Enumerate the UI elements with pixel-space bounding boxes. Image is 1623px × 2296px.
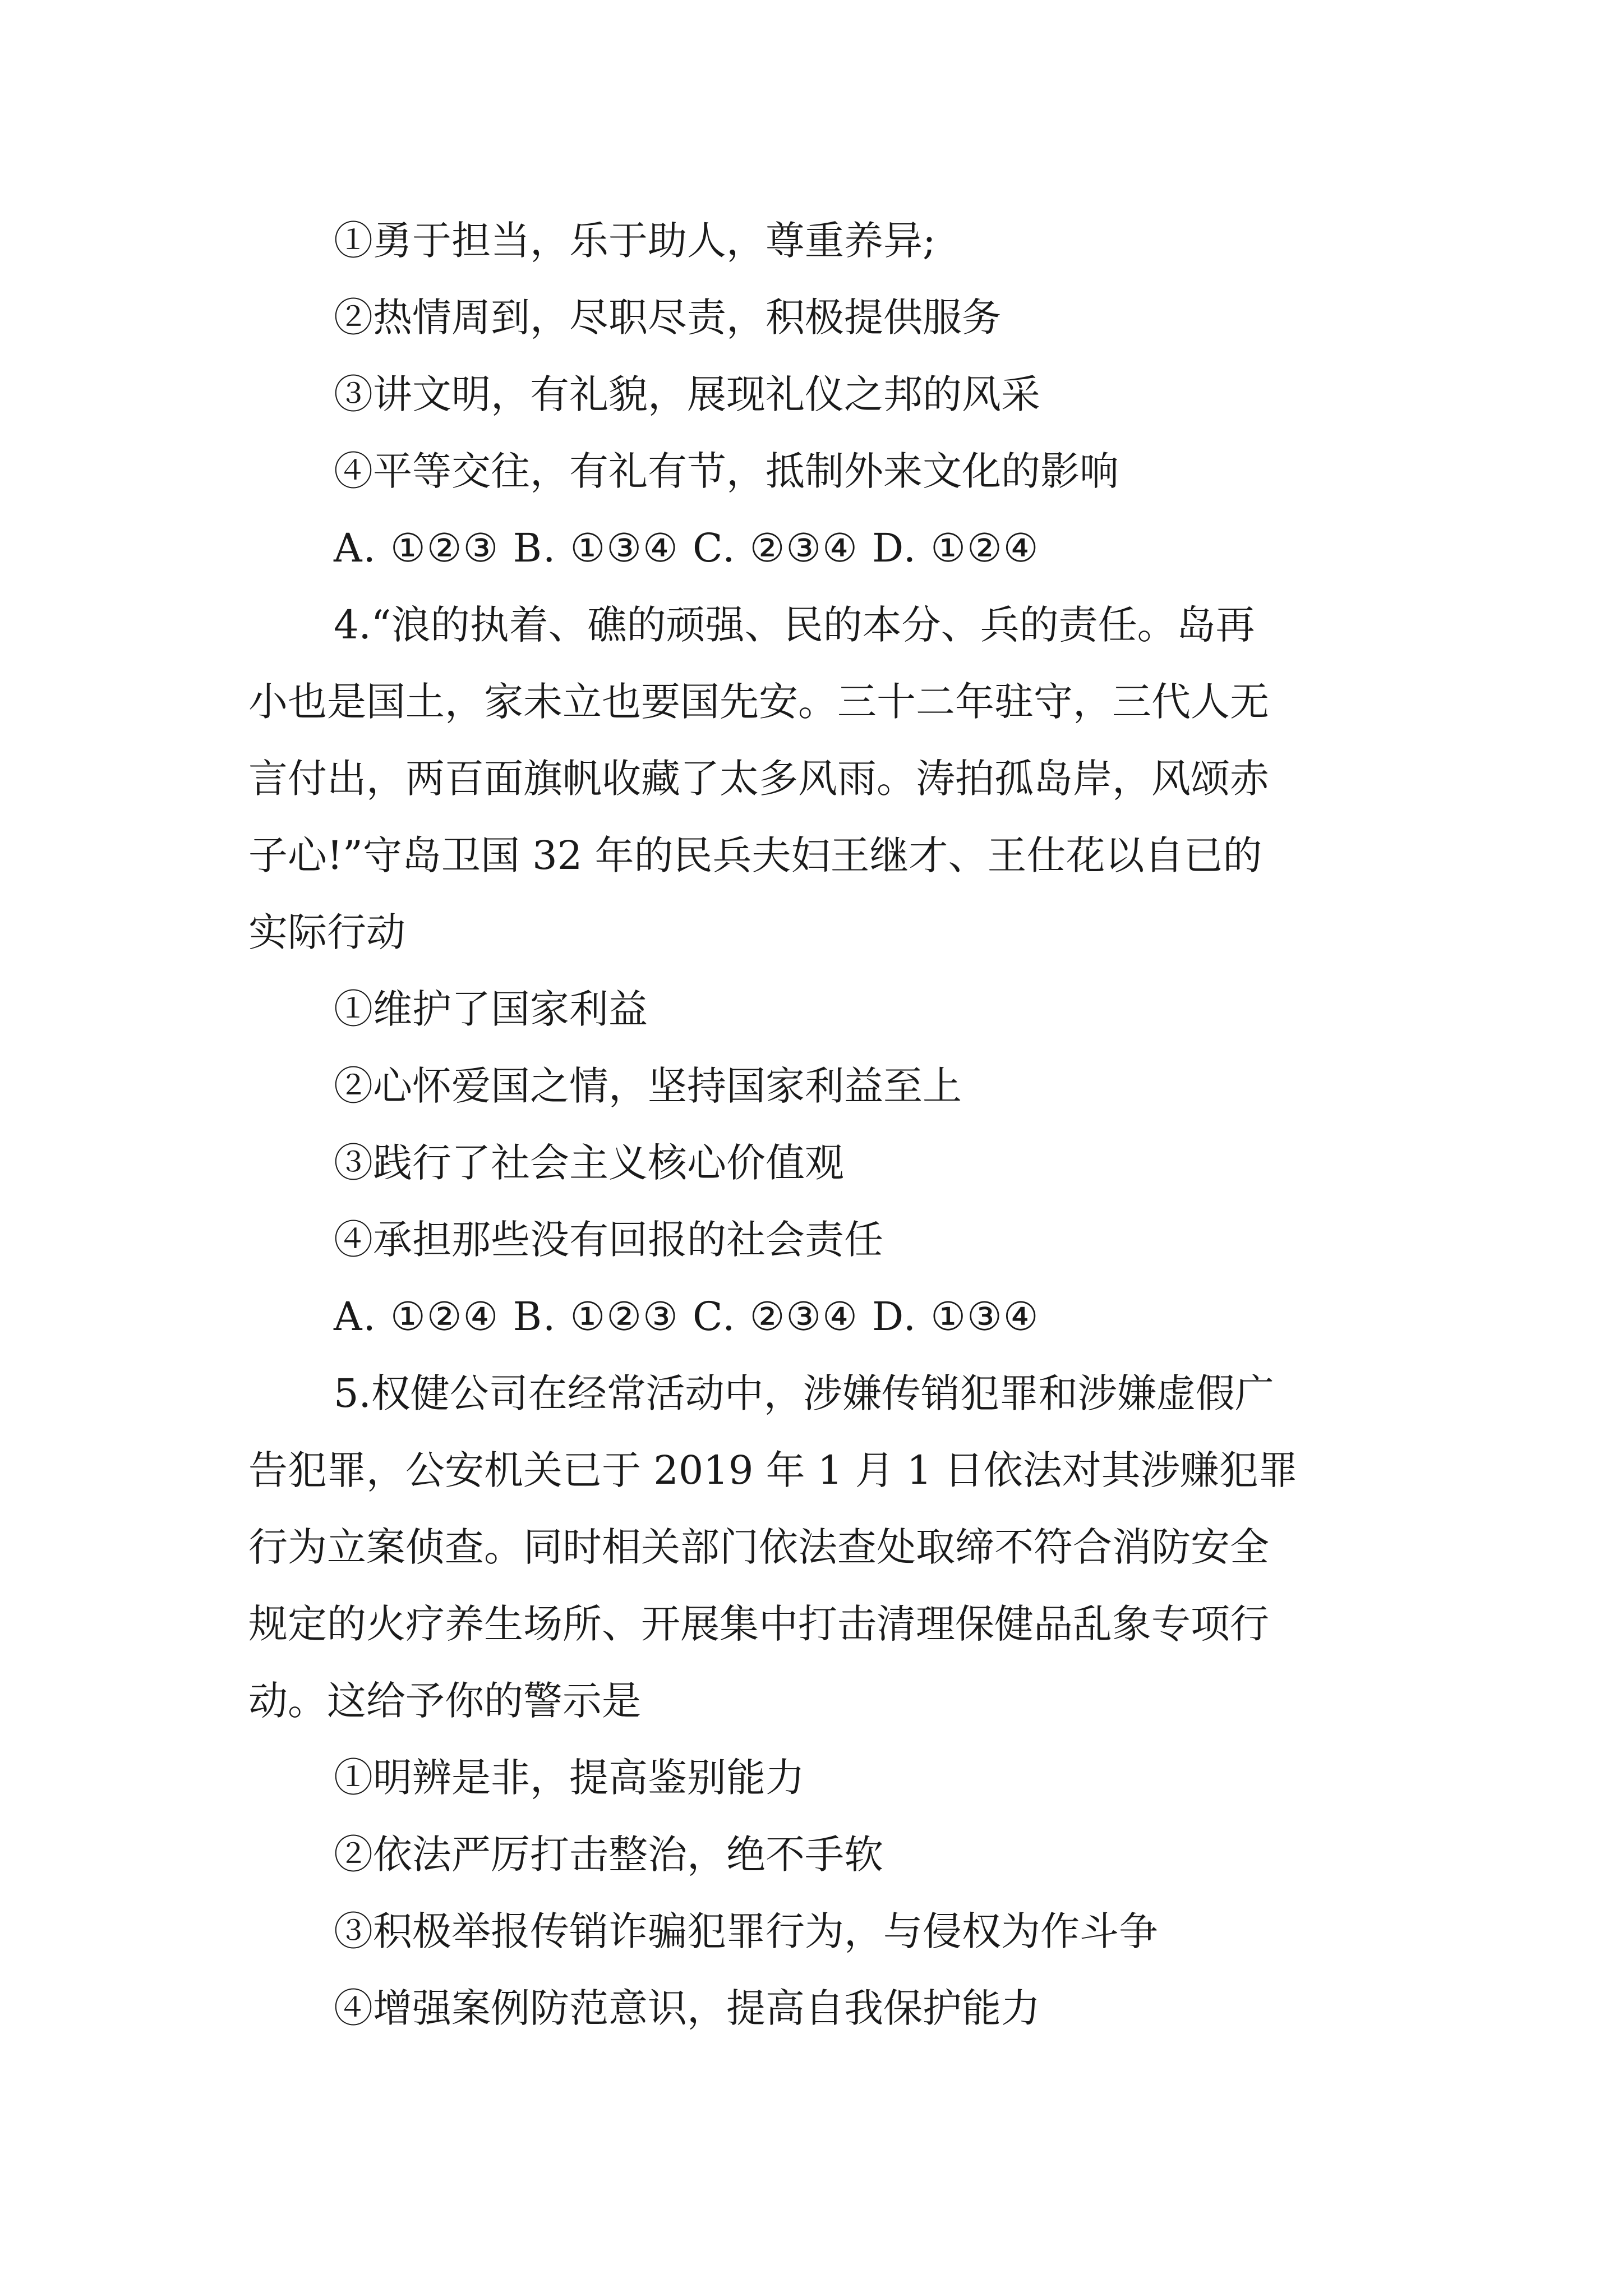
q4-option-1: ①维护了国家利益 [334, 986, 648, 1032]
q4-stem-line-5: 实际行动 [248, 909, 405, 955]
q5-option-1: ①明辨是非，提高鉴别能力 [334, 1755, 805, 1801]
q4-stem-line-2: 小也是国土，家未立也要国先安。三十二年驻守，三代人无 [248, 679, 1269, 725]
q3-option-3: ③讲文明，有礼貌，展现礼仪之邦的风采 [334, 371, 1040, 417]
q4-stem-line-1: 4.“浪的执着、礁的顽强、民的本分、兵的责任。岛再 [334, 602, 1255, 648]
q3-option-2: ②热情周到，尽职尽责，积极提供服务 [334, 295, 1001, 341]
q4-option-4: ④承担那些没有回报的社会责任 [334, 1217, 883, 1263]
q4-stem-line-4: 子心!”守岛卫国 32 年的民兵夫妇王继才、王仕花以自已的 [248, 832, 1262, 878]
q5-option-3: ③积极举报传销诈骗犯罪行为，与侵权为作斗争 [334, 1908, 1158, 1954]
q5-stem-line-1: 5.权健公司在经常活动中，涉嫌传销犯罪和涉嫌虚假广 [334, 1370, 1274, 1416]
q4-answer-choices: A. ①②④ B. ①②③ C. ②③④ D. ①③④ [334, 1294, 1040, 1340]
q4-option-2: ②心怀爱国之情，坚持国家利益至上 [334, 1063, 962, 1109]
q3-option-1: ①勇于担当，乐于助人，尊重养异; [334, 218, 936, 264]
q5-stem-line-4: 规定的火疗养生场所、开展集中打击清理保健品乱象专项行 [248, 1601, 1269, 1647]
q3-answer-choices: A. ①②③ B. ①③④ C. ②③④ D. ①②④ [334, 525, 1040, 571]
q5-stem-line-5: 动。这给予你的警示是 [248, 1678, 641, 1724]
q5-option-2: ②依法严厉打击整治，绝不手软 [334, 1832, 883, 1878]
q5-stem-line-3: 行为立案侦查。同时相关部门依法查处取缔不符合消防安全 [248, 1524, 1269, 1570]
q5-stem-line-2: 告犯罪，公安机关已于 2019 年 1 月 1 日依法对其涉赚犯罪 [248, 1447, 1298, 1493]
q3-option-4: ④平等交往，有礼有节，抵制外来文化的影响 [334, 448, 1119, 494]
q4-option-3: ③践行了社会主义核心价值观 [334, 1140, 844, 1186]
q4-stem-line-3: 言付出，两百面旗帆收藏了太多风雨。涛拍孤岛岸，风颂赤 [248, 756, 1269, 802]
q5-option-4: ④增强案例防范意识，提高自我保护能力 [334, 1985, 1040, 2031]
